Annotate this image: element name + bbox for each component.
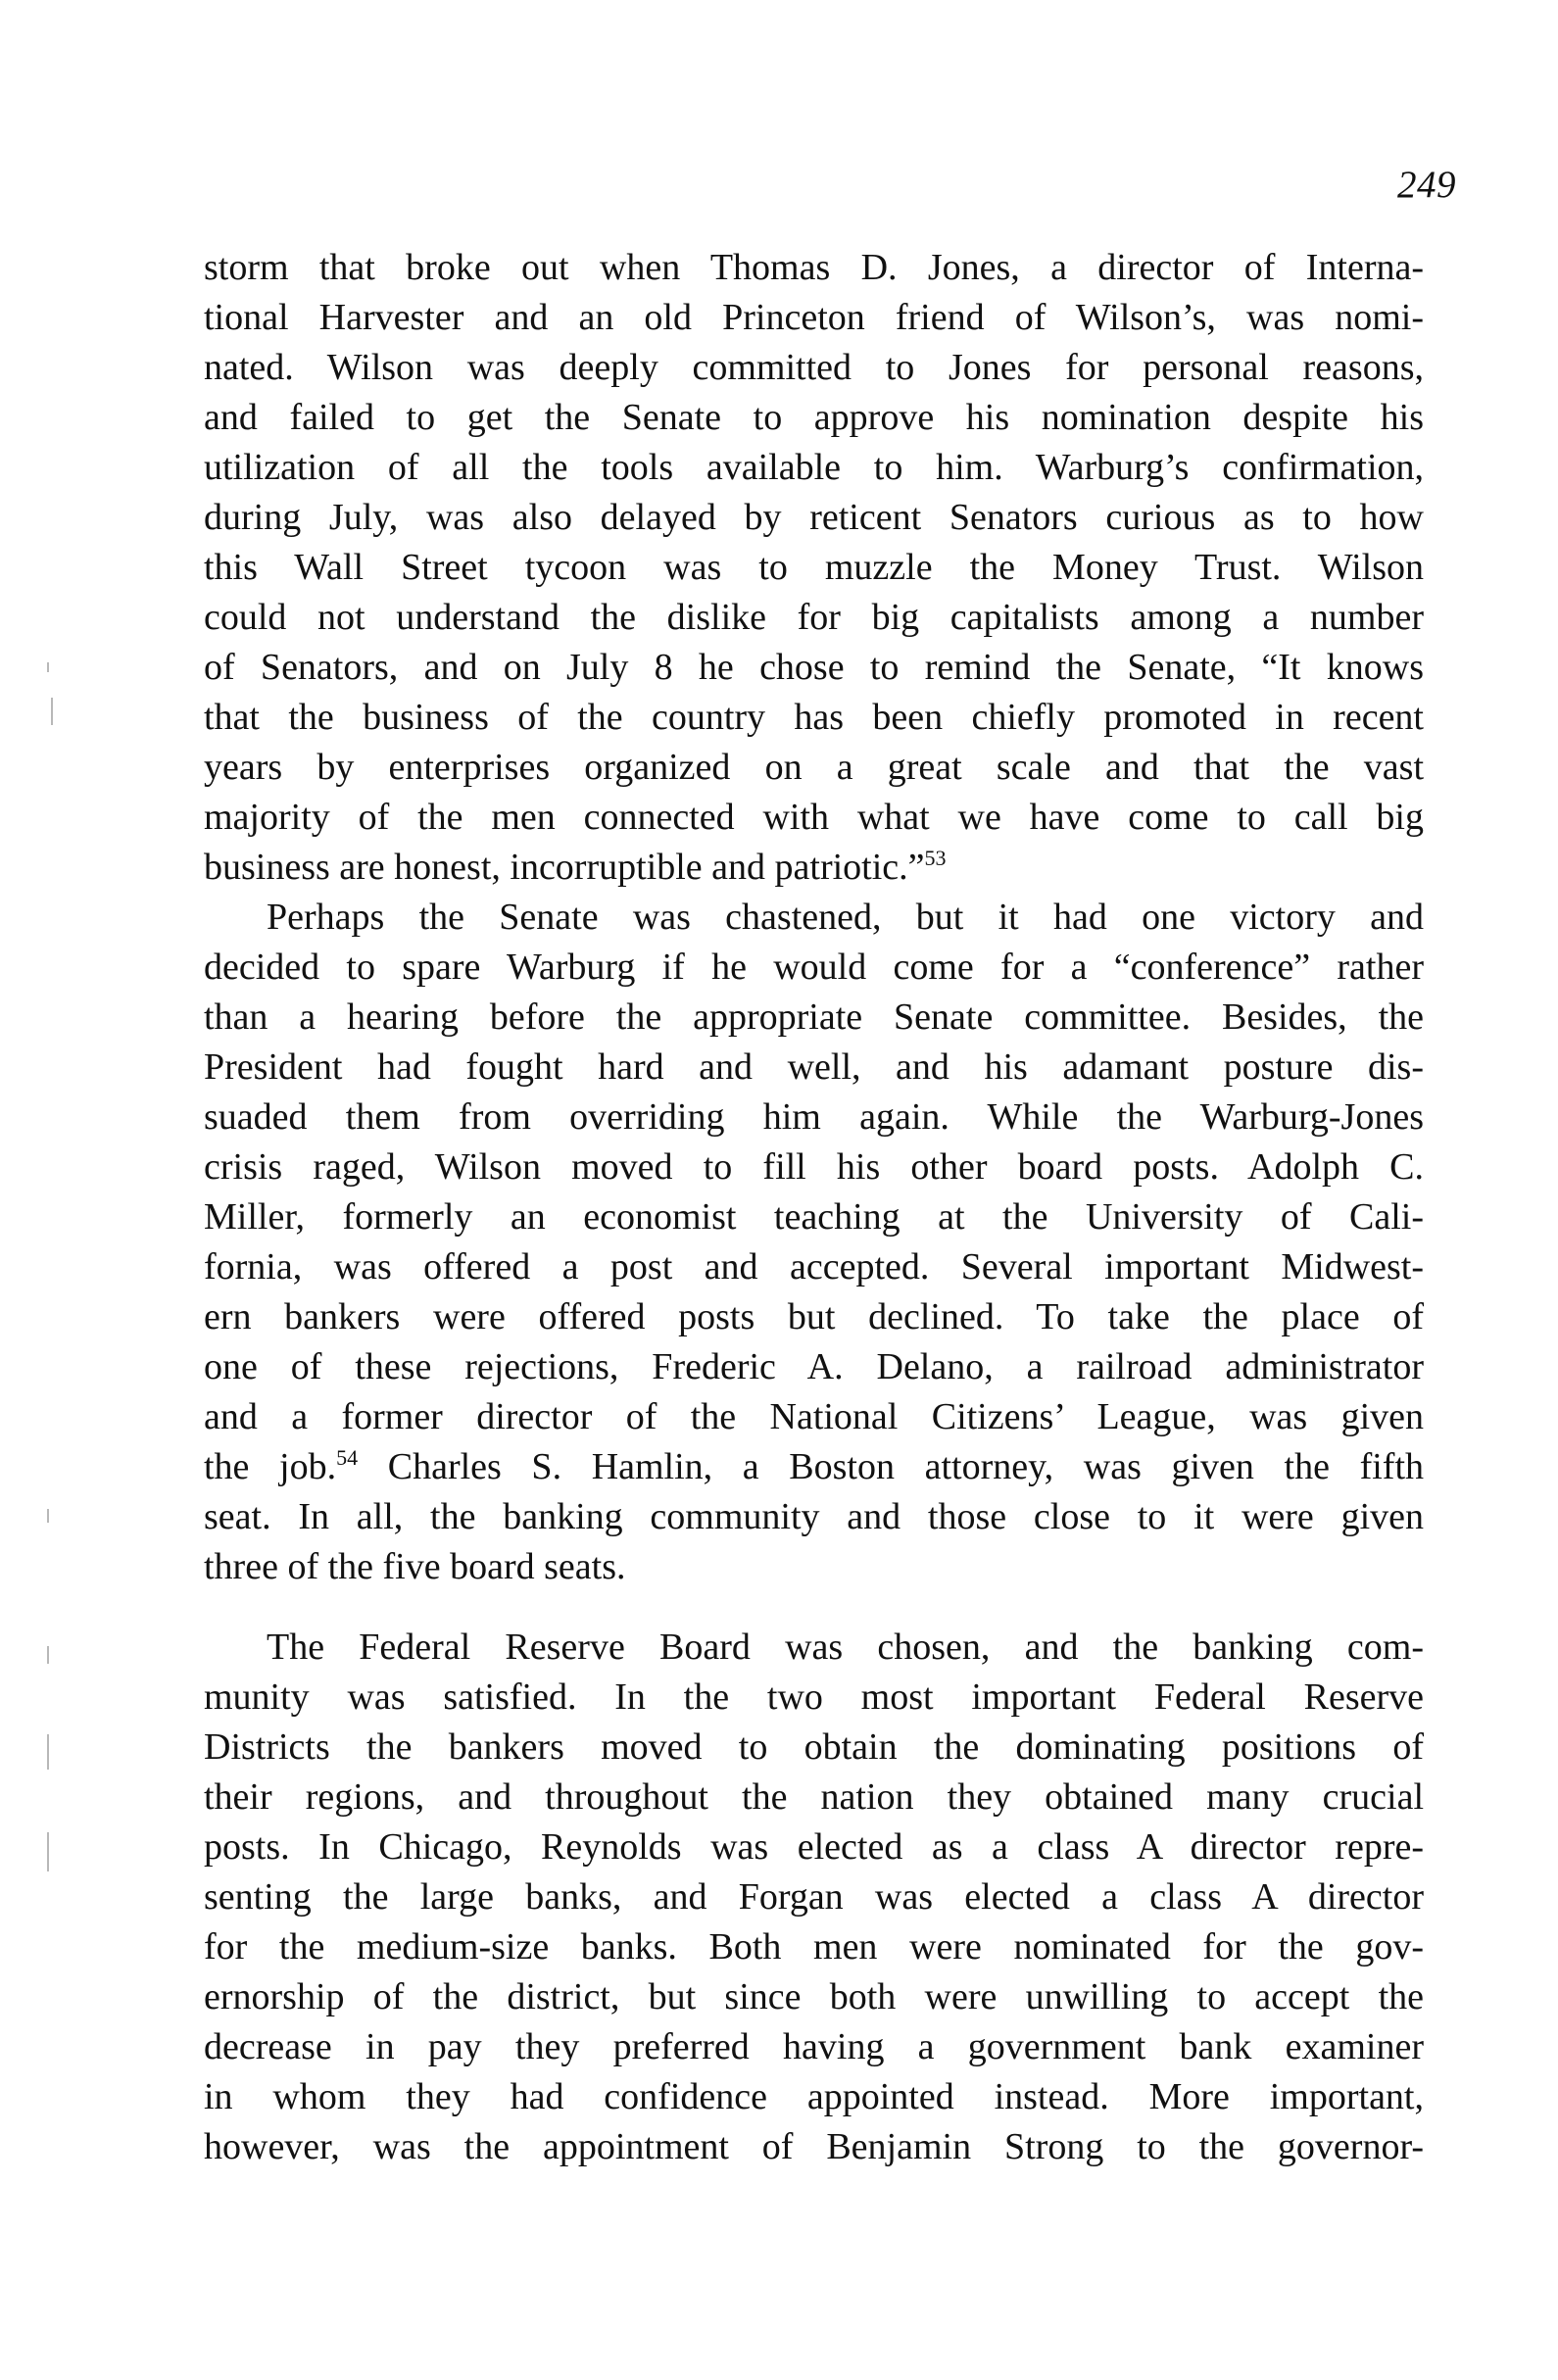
text-line: crisis raged, Wilson moved to fill his other board posts. Adolph C.	[204, 1146, 1424, 1188]
paragraph-2	[204, 893, 1424, 1592]
text-fragment: Charles S. Hamlin, a Boston attorney, was given the fifth	[358, 1446, 1424, 1487]
footnote-reference: 53	[924, 846, 947, 870]
text-line: in whom they had confidence appointed instead. More important,	[204, 2076, 1424, 2117]
text-line: fornia, was offered a post and accepted. Several important Midwest-	[204, 1246, 1424, 1287]
text-line: one of these rejections, Frederic A. Delano, a railroad administrator	[204, 1346, 1424, 1387]
text-line: munity was satisfied. In the two most important Federal Reserve	[204, 1676, 1424, 1718]
scan-artifact-mark	[47, 1509, 49, 1523]
scan-artifact-mark	[51, 698, 53, 725]
text-line: The Federal Reserve Board was chosen, and the banking com-	[267, 1627, 1424, 1668]
text-line: seat. In all, the banking community and those close to it were given	[204, 1496, 1424, 1537]
text-line: Districts the bankers moved to obtain the dominating positions of	[204, 1726, 1424, 1768]
text-line: of Senators, and on July 8 he chose to remind the Senate, “It knows	[204, 647, 1424, 688]
text-line: decrease in pay they preferred having a government bank examiner	[204, 2026, 1424, 2067]
text-line: storm that broke out when Thomas D. Jones, a director of Interna-	[204, 247, 1424, 288]
body-text-bottom	[204, 1623, 1424, 2172]
text-line: Perhaps the Senate was chastened, but it had one victory and	[267, 897, 1424, 938]
text-line: years by enterprises organized on a great scale and that the vast	[204, 747, 1424, 788]
text-line-last: three of the five board seats.	[204, 1546, 626, 1587]
scan-artifact-mark	[47, 1734, 49, 1770]
scan-artifact-mark	[47, 662, 49, 672]
body-text-top	[204, 243, 1424, 1592]
text-line: ern bankers were offered posts but declined. To take the place of	[204, 1296, 1424, 1337]
text-line: majority of the men connected with what we have come to call big	[204, 797, 1424, 838]
text-line: however, was the appointment of Benjamin Strong to the governor-	[204, 2126, 1424, 2167]
text-line: decided to spare Warburg if he would come for a “conference” rather	[204, 947, 1424, 988]
text-line: than a hearing before the appropriate Senate committee. Besides, the	[204, 996, 1424, 1038]
scan-artifact-mark	[47, 1646, 49, 1664]
text-line: and a former director of the National Citizens’ League, was given	[204, 1396, 1424, 1437]
text-line: for the medium-size banks. Both men were nominated for the gov-	[204, 1926, 1424, 1967]
text-line: nated. Wilson was deeply committed to Jones for personal reasons,	[204, 347, 1424, 388]
text-line: during July, was also delayed by reticent Senators curious as to how	[204, 497, 1424, 538]
text-line: their regions, and throughout the nation they obtained many crucial	[204, 1776, 1424, 1818]
text-line: ernorship of the district, but since both were unwilling to accept the	[204, 1976, 1424, 2017]
paragraph-1	[204, 243, 1424, 893]
text-line: this Wall Street tycoon was to muzzle the Money Trust. Wilson	[204, 547, 1424, 588]
text-fragment: the job.	[204, 1446, 337, 1487]
text-line: senting the large banks, and Forgan was elected a class A director	[204, 1876, 1424, 1918]
text-line: and failed to get the Senate to approve his nomination despite his	[204, 397, 1424, 438]
text-line: could not understand the dislike for big capitalists among a number	[204, 597, 1424, 638]
page-number: 249	[1397, 164, 1456, 206]
text-line-with-footnote	[204, 1442, 1424, 1492]
footnote-reference: 54	[336, 1445, 359, 1470]
text-fragment: business are honest, incorruptible and patriotic.”	[204, 847, 925, 888]
scan-margin-marks	[47, 627, 67, 1901]
text-line: suaded them from overriding him again. While the Warburg-Jones	[204, 1096, 1424, 1138]
text-line-last	[204, 843, 1424, 893]
text-line: posts. In Chicago, Reynolds was elected as a class A director repre-	[204, 1826, 1424, 1868]
paragraph-3	[204, 1623, 1424, 2172]
text-line: tional Harvester and an old Princeton friend of Wilson’s, was nomi-	[204, 297, 1424, 338]
text-line: Miller, formerly an economist teaching at the University of Cali-	[204, 1196, 1424, 1238]
text-line: utilization of all the tools available to him. Warburg’s confirmation,	[204, 447, 1424, 488]
text-line: President had fought hard and well, and his adamant posture dis-	[204, 1046, 1424, 1088]
text-line: that the business of the country has been chiefly promoted in recent	[204, 697, 1424, 738]
scan-artifact-mark	[47, 1832, 49, 1871]
